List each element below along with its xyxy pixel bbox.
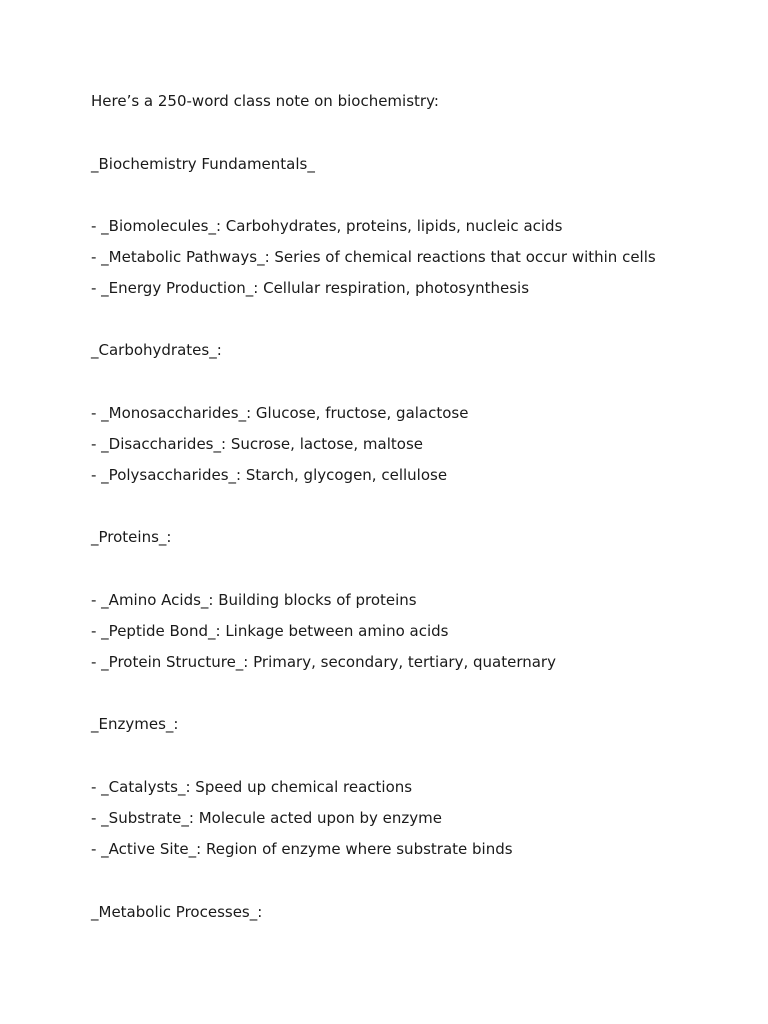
list-item: - _Amino Acids_: Building blocks of proteins <box>91 591 417 609</box>
section-heading-carbohydrates: _Carbohydrates_: <box>91 341 222 359</box>
list-item: - _Polysaccharides_: Starch, glycogen, cellulose <box>91 466 448 484</box>
list-item: - _Peptide Bond_: Linkage between amino acids <box>91 622 449 640</box>
intro-text: Here’s a 250-word class note on biochemistry: <box>91 92 439 110</box>
list-item: - _Metabolic Pathways_: Series of chemical reactions that occur within cells <box>91 248 656 266</box>
list-item: - _Substrate_: Molecule acted upon by enzyme <box>91 809 442 827</box>
list-item: - _Monosaccharides_: Glucose, fructose, galactose <box>91 404 469 422</box>
document-title: _Biochemistry Fundamentals_ <box>91 155 315 173</box>
list-item: - _Active Site_: Region of enzyme where substrate binds <box>91 840 513 858</box>
section-heading-metabolic-processes: _Metabolic Processes_: <box>91 903 263 921</box>
list-item: - _Catalysts_: Speed up chemical reactions <box>91 778 413 796</box>
section-heading-proteins: _Proteins_: <box>91 528 172 546</box>
list-item: - _Energy Production_: Cellular respiration, photosynthesis <box>91 279 530 297</box>
list-item: - _Protein Structure_: Primary, secondary, tertiary, quaternary <box>91 653 556 671</box>
section-heading-enzymes: _Enzymes_: <box>91 715 179 733</box>
list-item: - _Biomolecules_: Carbohydrates, proteins, lipids, nucleic acids <box>91 217 563 235</box>
list-item: - _Disaccharides_: Sucrose, lactose, maltose <box>91 435 424 453</box>
